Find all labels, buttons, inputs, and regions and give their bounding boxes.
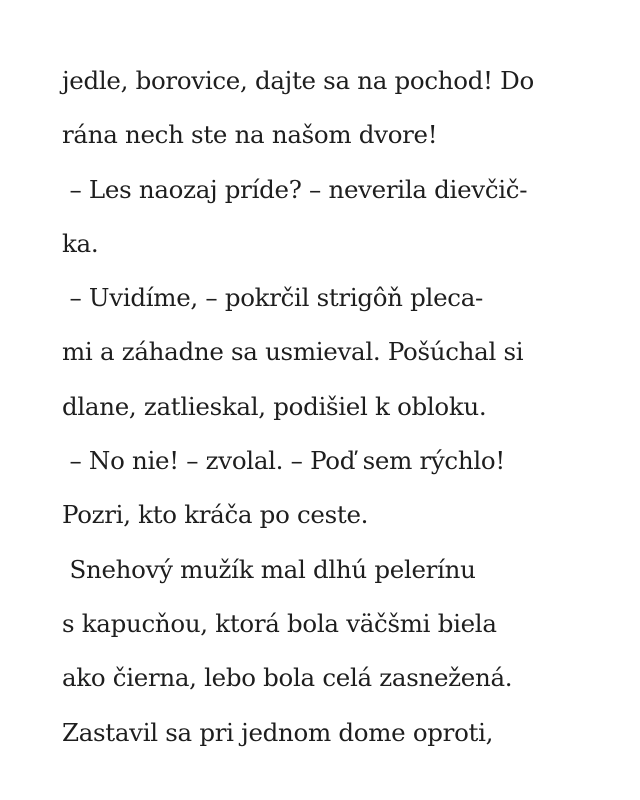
text-line: jedle, borovice, dajte sa na pochod! Do [62, 66, 534, 95]
text-line: Pozri, kto kráča po ceste. [62, 500, 369, 530]
story-text [62, 58, 622, 764]
text-line: Zastavil sa pri jednom dome oproti, [62, 717, 494, 747]
text-line: rána nech ste na našom dvore! [62, 120, 438, 150]
text-line: Snehový mužík mal dlhú pelerínu [62, 554, 476, 584]
text-line: s kapucňou, ktorá bola väčšmi biela [62, 608, 497, 638]
text-line: – No nie! – zvolal. – Poď sem rýchlo! [62, 446, 505, 476]
text-line: mi a záhadne sa usmieval. Pošúchal si [62, 337, 524, 367]
text-line: ako čierna, lebo bola celá zasnežená. [62, 663, 513, 693]
text-line: – Les naozaj príde? – neverila dievčič- [62, 174, 528, 204]
text-line: dlane, zatlieskal, podišiel k obloku. [62, 391, 487, 421]
text-line: ka. [62, 228, 99, 258]
text-line: – Uvidíme, – pokrčil strigôň pleca- [62, 283, 483, 313]
